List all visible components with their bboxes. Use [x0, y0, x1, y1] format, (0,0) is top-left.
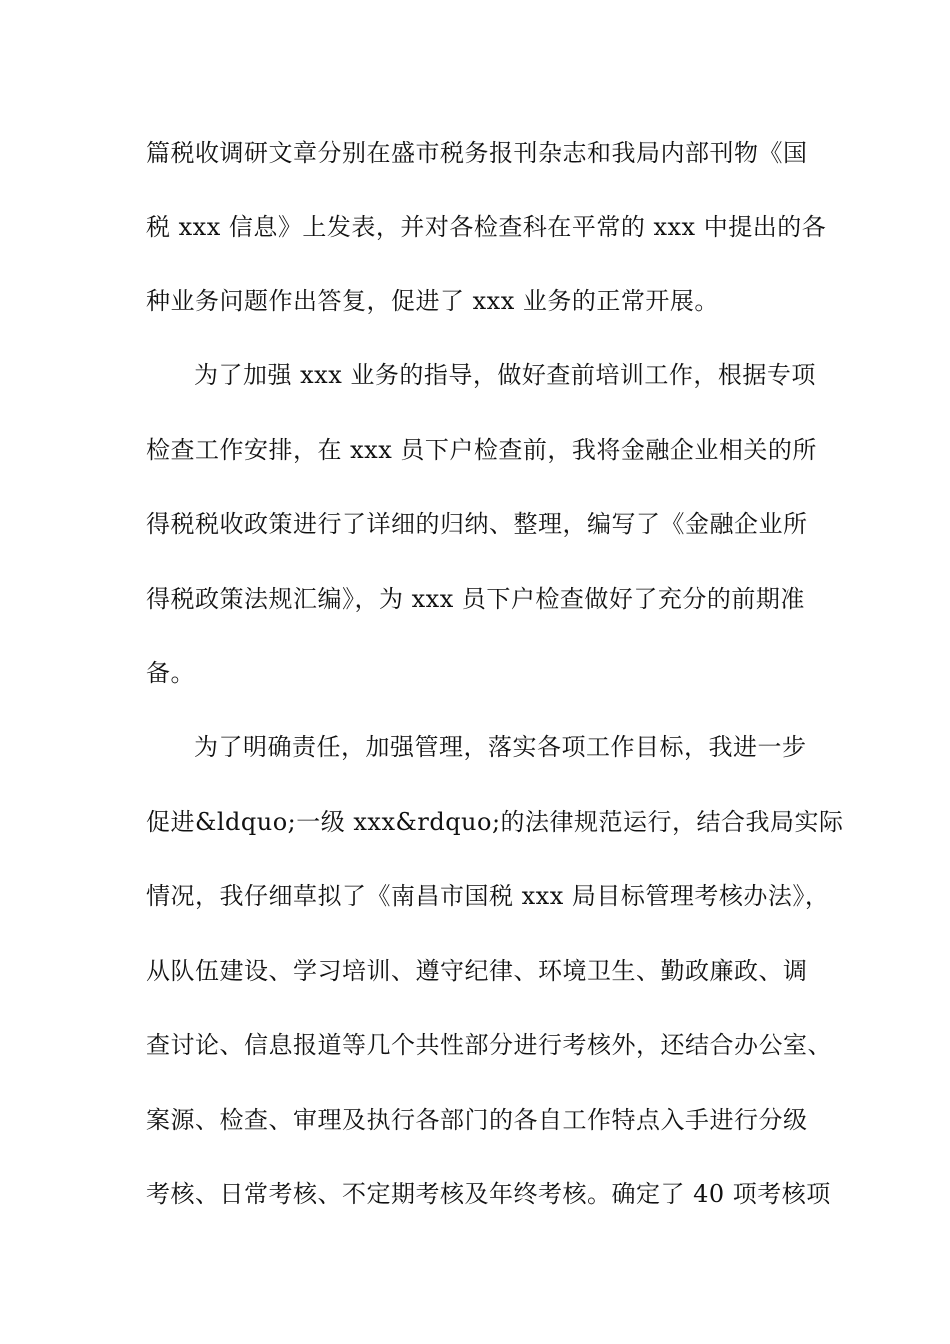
text-line: 为了明确责任，加强管理，落实各项工作目标，我进一步: [194, 733, 807, 761]
text-line: 促进&ldquo;一级 xxx&rdquo;的法律规范运行，结合我局实际: [146, 808, 844, 836]
text-line: 备。: [146, 659, 195, 687]
text-line: 考核、日常考核、不定期考核及年终考核。确定了 40 项考核项: [146, 1180, 831, 1208]
text-line: 为了加强 xxx 业务的指导，做好查前培训工作，根据专项: [194, 361, 816, 389]
text-line: 种业务问题作出答复，促进了 xxx 业务的正常开展。: [146, 287, 719, 315]
text-line: 查讨论、信息报道等几个共性部分进行考核外，还结合办公室、: [146, 1031, 832, 1059]
text-line: 得税政策法规汇编》，为 xxx 员下户检查做好了充分的前期准: [146, 585, 805, 613]
text-line: 篇税收调研文章分别在盛市税务报刊杂志和我局内部刊物《国: [146, 139, 808, 167]
text-line: 检查工作安排，在 xxx 员下户检查前，我将金融企业相关的所: [146, 436, 817, 464]
text-line: 从队伍建设、学习培训、遵守纪律、环境卫生、勤政廉政、调: [146, 957, 808, 985]
text-line: 得税税收政策进行了详细的归纳、整理，编写了《金融企业所: [146, 510, 808, 538]
text-line: 案源、检查、审理及执行各部门的各自工作特点入手进行分级: [146, 1106, 808, 1134]
text-line: 税 xxx 信息》上发表，并对各检查科在平常的 xxx 中提出的各: [146, 213, 827, 241]
text-line: 情况，我仔细草拟了《南昌市国税 xxx 局目标管理考核办法》，: [146, 882, 830, 910]
